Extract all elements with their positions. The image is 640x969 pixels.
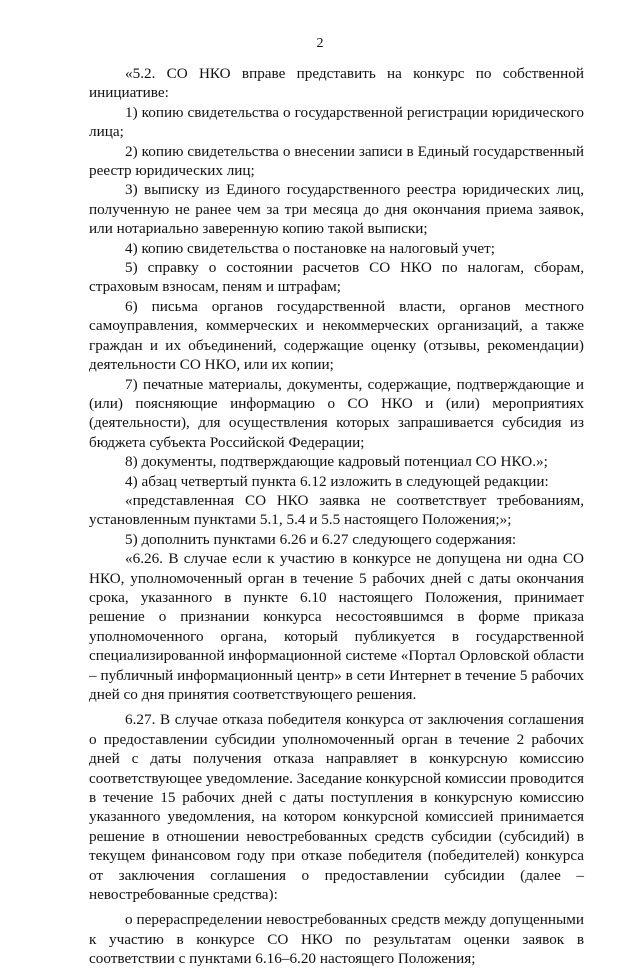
paragraph: 6) письма органов государственной власти, органов местного самоуправления, коммерческих и некоммерческих организаций, а также граждан и их объединений, содержащие оценку (отзывы, рекомендации) деятельности СО НКО, или их копии; <box>89 297 584 374</box>
paragraph: о перераспределении невостребованных средств между допущенными к участию в конкурсе СО НКО по результатам оценки заявок в соответствии с пунктами 6.16–6.20 настоящего Положения; <box>89 911 584 968</box>
document-body <box>89 64 584 969</box>
page-number: 2 <box>316 36 324 51</box>
paragraph: 6.27. В случае отказа победителя конкурса от заключения соглашения о предоставлении субсидии уполномоченный орган в течение 2 рабочих дней с даты получения отказа направляет в конкурсную комиссию соответствующее уведомление. Заседание конкурсной комиссии проводится в течение 15 рабочих дней с даты поступления в конкурсную комиссию указанного уведомления, на котором конкурсной комиссией принимается решение в отношении невостребованных средств субсидии (субсидий) в текущем финансовом году при отказе победителя (победителей) конкурса от заключения соглашения о предоставлении субсидии (далее – невостребованные средства): <box>89 711 584 904</box>
paragraph: 2) копию свидетельства о внесении записи в Единый государственный реестр юридических лиц; <box>89 142 584 180</box>
paragraph: «6.26. В случае если к участию в конкурсе не допущена ни одна СО НКО, уполномоченный орган в течение 5 рабочих дней с даты окончания срока, указанного в пункте 6.10 настоящего Положения, принимает решение о признании конкурса несостоявшимся в форме приказа уполномоченного органа, который публикуется в государственной специализированной информационной системе «Портал Орловской области – публичный информационный центр» в сети Интернет в течение 5 рабочих дней со дня принятия соответствующего решения. <box>89 550 584 703</box>
paragraph: «представленная СО НКО заявка не соответствует требованиям, установленным пунктами 5.1, 5.4 и 5.5 настоящего Положения;»; <box>89 491 584 529</box>
paragraph: 4) абзац четвертый пункта 6.12 изложить в следующей редакции: <box>125 472 549 490</box>
paragraph: 5) дополнить пунктами 6.26 и 6.27 следующего содержания: <box>125 530 517 548</box>
paragraph: 4) копию свидетельства о постановке на налоговый учет; <box>125 239 495 257</box>
paragraph: 1) копию свидетельства о государственной регистрации юридического лица; <box>89 103 584 141</box>
paragraph: 5) справку о состоянии расчетов СО НКО по налогам, сборам, страховым взносам, пеням и штрафам; <box>89 259 584 296</box>
paragraph: 7) печатные материалы, документы, содержащие, подтверждающие и (или) поясняющие информацию о СО НКО и (или) мероприятиях (деятельности), для осуществления которых запрашивается субсидия из бюджета субъекта Российской Федерации; <box>89 375 584 451</box>
paragraph: 3) выписку из Единого государственного реестра юридических лиц, полученную не ранее чем за три месяца до дня окончания приема заявок, или нотариально заверенную копию такой выписки; <box>89 181 584 238</box>
paragraph: «5.2. СО НКО вправе представить на конкурс по собственной инициативе: <box>89 65 584 102</box>
paragraph: 8) документы, подтверждающие кадровый потенциал СО НКО.»; <box>125 453 548 471</box>
